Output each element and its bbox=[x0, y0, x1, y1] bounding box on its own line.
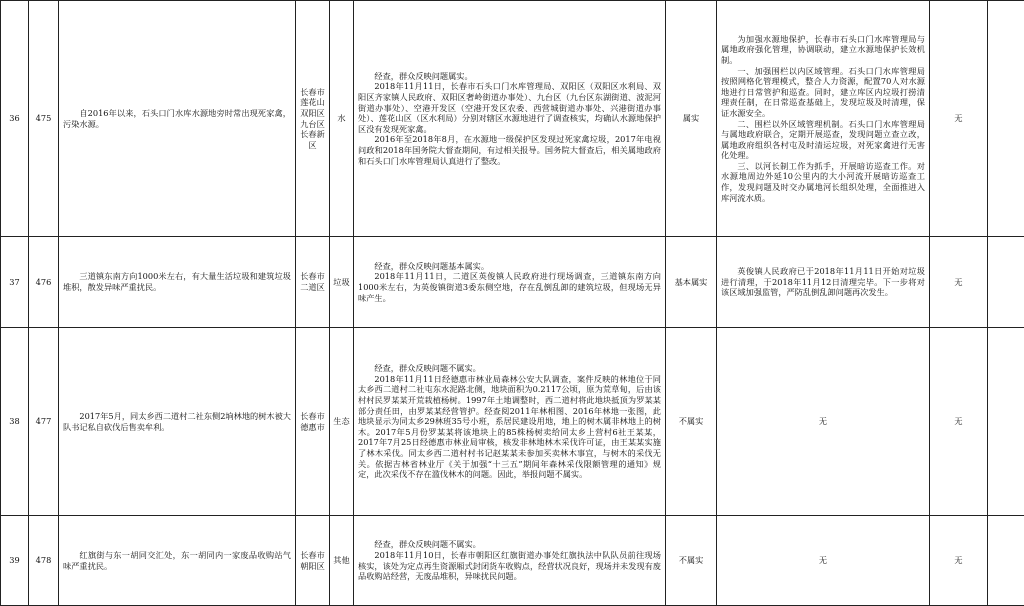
complaint-text: 三道镇东南方向1000米左右，有大量生活垃圾和建筑垃圾堆积，散发异味严重扰民。 bbox=[59, 237, 296, 328]
measures-cell: 无 bbox=[717, 516, 930, 606]
location-cell: 长春市朝阳区 bbox=[296, 516, 330, 606]
case-number: 475 bbox=[29, 1, 59, 237]
findings-cell: 经查，群众反映问题基本属实。 2018年11月11日，二道区英俊镇人民政府进行现场调查，三道镇东南方向1000米左右，为英俊镇街道3委东侧空地，存在乱倒乱卸的建筑垃圾，但现场无异味产生。 bbox=[354, 237, 666, 328]
verdict-cell: 不属实 bbox=[666, 328, 717, 516]
findings-cell: 经查，群众反映问题不属实。 2018年11月11日经德惠市林业局森林公安大队调查，案件反映的林地位于同太乡西二道村二社屯东水泥路北侧，地块面积为0.2117公顷，原为荒草甸，后由该村村民罗某某开荒栽植杨树。1997年土地调整时，西二道村将此地块抵顶为罗某某部分责任田，由罗某某经营管护。经查阅2011年林相图、2016年林地一张图，此地块显示为同太乡29林班35号小班，系居民建设用地，地上的树木属非林地上的树木。2017年5月份罗某某将该地块上的85株杨树卖给同太乡上营村6社王某某，2017年7月25日经德惠市林业局审核，核发非林地林木采伐许可证，由王某某实施了林木采伐。同太乡西二道村村书记赵某某未参加买卖林木事宜，与树木的采伐无关。依据吉林省林业厅《关于加强“十三五”期间年森林采伐限额管理的通知》规定，此次采伐不存在滥伐林木的问题。因此，举报问题不属实。 bbox=[354, 328, 666, 516]
empty-cell bbox=[988, 1, 1024, 237]
empty-cell bbox=[988, 516, 1024, 606]
complaint-text: 2017年5月，同太乡西二道村二社东侧2垧林地的树木被大队书记私自砍伐后售卖牟利。 bbox=[59, 328, 296, 516]
accountability-cell: 无 bbox=[930, 328, 988, 516]
verdict-cell: 不属实 bbox=[666, 516, 717, 606]
location-cell: 长春市二道区 bbox=[296, 237, 330, 328]
measures-cell: 英俊镇人民政府已于2018年11月11日开始对垃圾进行清理，于2018年11月12日清理完毕。下一步将对该区域加强监管，严防乱倒乱卸问题再次发生。 bbox=[717, 237, 930, 328]
complaint-text: 自2016年以来，石头口门水库水源地旁时常出现死家禽，污染水源。 bbox=[59, 1, 296, 237]
findings-cell: 经查，群众反映问题属实。 2018年11月11日，长春市石头口门水库管理局、双阳区（双阳区水利局、双阳区齐家镇人民政府、双阳区奢岭街道办事处）、九台区（九台区东湖街道、波泥河街道办事处）、空港开发区（空港开发区农委、西营城街道办事处、兴港街道办事处）、莲花山区（区水利局）分别对辖区水源地进行了调查核实，均确认水源地保护区没有发现死家禽。 2016年至2018年8月，在水源地一级保护区发现过死家禽垃圾，2017年电视问政和2018年国务院大督查期间，有过相关报导。国务院大督查后，相关属地政府和石头口门水库管理局认真进行了整改。 bbox=[354, 1, 666, 237]
findings-cell: 经查，群众反映问题不属实。 2018年11月10日，长春市朝阳区红旗街道办事处红旗执法中队队员前往现场核实，该处为定点再生资源厢式封闭货车收购点，经营状况良好，现场并未发现有废品收购站经营，无废品堆积，异味扰民问题。 bbox=[354, 516, 666, 606]
table-row bbox=[1, 328, 1024, 516]
case-number: 477 bbox=[29, 328, 59, 516]
location-cell: 长春市德惠市 bbox=[296, 328, 330, 516]
measures-cell: 为加强水源地保护，长春市石头口门水库管理局与属地政府强化管理，协调联动，建立水源地保护长效机制。 一、加强围栏以内区域管理。石头口门水库管理局按照网格化管理模式，整合人力资源，配置70人对水源地进行日常管护和巡查。同时，建立库区内垃圾打捞清理责任制，在日常巡查基础上，发现垃圾及时清理，保证水源安全。 二、围栏以外区域管理机制。石头口门水库管理局与属地政府联合，定期开展巡查，发现问题立查立改，属地政府组织各村屯及时清运垃圾，对死家禽进行无害化处理。 三、以河长制工作为抓手，开展暗访巡查工作。对水源地周边外延10公里内的大小河流开展暗访巡查工作，发现问题及时交办属地河长组织处理，全面推进入库河流水质。 bbox=[717, 1, 930, 237]
category-cell: 垃圾 bbox=[330, 237, 354, 328]
category-cell: 其他 bbox=[330, 516, 354, 606]
category-cell: 水 bbox=[330, 1, 354, 237]
location-cell: 长春市莲花山双阳区九台区长春新区 bbox=[296, 1, 330, 237]
case-number: 478 bbox=[29, 516, 59, 606]
accountability-cell: 无 bbox=[930, 1, 988, 237]
measures-cell: 无 bbox=[717, 328, 930, 516]
row-index: 38 bbox=[1, 328, 29, 516]
complaint-text: 红旗街与东一胡同交汇处，东一胡同内一家废品收购站气味严重扰民。 bbox=[59, 516, 296, 606]
table-row bbox=[1, 237, 1024, 328]
empty-cell bbox=[988, 237, 1024, 328]
row-index: 39 bbox=[1, 516, 29, 606]
accountability-cell: 无 bbox=[930, 237, 988, 328]
row-index: 36 bbox=[1, 1, 29, 237]
accountability-cell: 无 bbox=[930, 516, 988, 606]
verdict-cell: 基本属实 bbox=[666, 237, 717, 328]
table-body bbox=[1, 1, 1024, 606]
empty-cell bbox=[988, 328, 1024, 516]
category-cell: 生态 bbox=[330, 328, 354, 516]
verdict-cell: 属实 bbox=[666, 1, 717, 237]
row-index: 37 bbox=[1, 237, 29, 328]
case-number: 476 bbox=[29, 237, 59, 328]
table-row bbox=[1, 516, 1024, 606]
table-row bbox=[1, 1, 1024, 237]
